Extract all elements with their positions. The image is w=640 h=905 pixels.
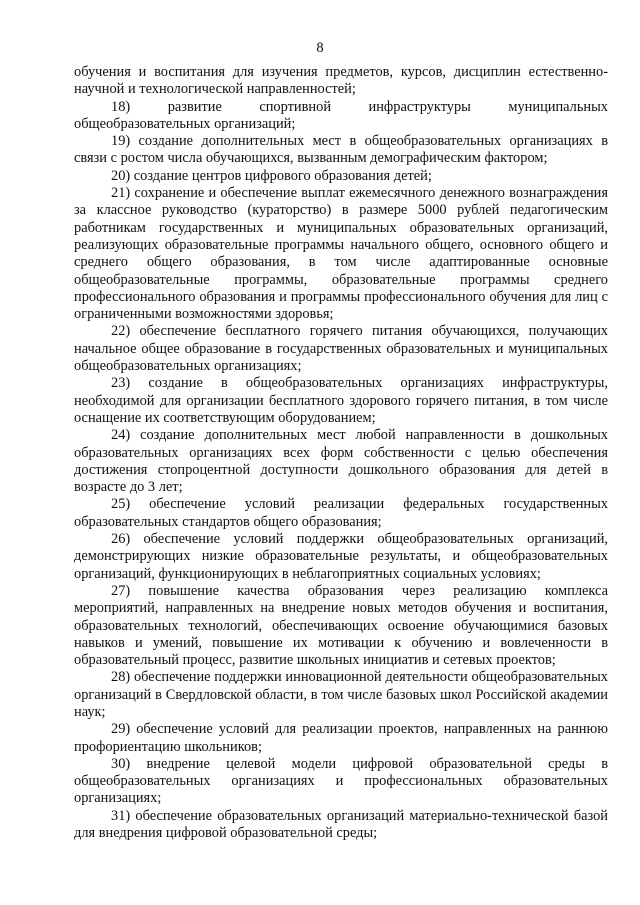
paragraph-continuation: обучения и воспитания для изучения предметов, курсов, дисциплин естественно-научной и технологической направленностей;: [74, 64, 608, 98]
list-item-27: 27) повышение качества образования через реализацию комплекса мероприятий, направленных на внедрение новых методов обучения и воспитания, образовательных технологий, обеспечивающих освоение обучающимися базовых навыков и умений, повышение их мотивации к обучению и вовлеченности в образовательный процесс, развитие школьных инициатив и сетевых проектов;: [74, 582, 608, 669]
list-item-25: 25) обеспечение условий реализации федеральных государственных образовательных стандартов общего образования;: [74, 496, 608, 530]
list-item-24: 24) создание дополнительных мест любой направленности в дошкольных образовательных организациях всех форм собственности с целью обеспечения достижения стопроцентной доступности дошкольного образования для детей в возрасте до 3 лет;: [74, 427, 608, 496]
list-item-26: 26) обеспечение условий поддержки общеобразовательных организаций, демонстрирующих низкие образовательные результаты, и общеобразовательных организаций, функционирующих в неблагоприятных социальных условиях;: [74, 531, 608, 582]
list-item-18: 18) развитие спортивной инфраструктуры муниципальных общеобразовательных организаций;: [74, 98, 608, 132]
list-item-29: 29) обеспечение условий для реализации проектов, направленных на раннюю профориентацию школьников;: [74, 721, 608, 755]
list-item-19: 19) создание дополнительных мест в общеобразовательных организациях в связи с ростом числа обучающихся, вызванным демографическим фактором;: [74, 133, 608, 167]
document-body: [74, 64, 608, 842]
list-item-31: 31) обеспечение образовательных организаций материально-технической базой для внедрения цифровой образовательной среды;: [74, 807, 608, 842]
list-item-21: 21) сохранение и обеспечение выплат ежемесячного денежного вознаграждения за классное руководство (кураторство) в размере 5000 рублей педагогическим работникам государственных и муниципальных образовательных организаций, реализующих образовательные программы начального общего, основного общего и среднего общего образования, в том числе адаптированные основные общеобразовательные программы, образовательные программы среднего профессионального образования и программы профессионального обучения для лиц с ограниченными возможностями здоровья;: [74, 185, 608, 323]
list-item-22: 22) обеспечение бесплатного горячего питания обучающихся, получающих начальное общее образование в государственных образовательных и муниципальных общеобразовательных организациях;: [74, 323, 608, 375]
list-item-23: 23) создание в общеобразовательных организациях инфраструктуры, необходимой для организации бесплатного здорового горячего питания, в том числе оснащение их соответствующим оборудованием;: [74, 375, 608, 426]
page-number: 8: [316, 40, 324, 56]
list-item-28: 28) обеспечение поддержки инновационной деятельности общеобразовательных организаций в Свердловской области, в том числе базовых школ Российской академии наук;: [74, 669, 608, 720]
list-item-20: 20) создание центров цифрового образования детей;: [111, 167, 432, 184]
list-item-30: 30) внедрение целевой модели цифровой образовательной среды в общеобразовательных организациях и профессиональных образовательных организациях;: [74, 755, 608, 807]
